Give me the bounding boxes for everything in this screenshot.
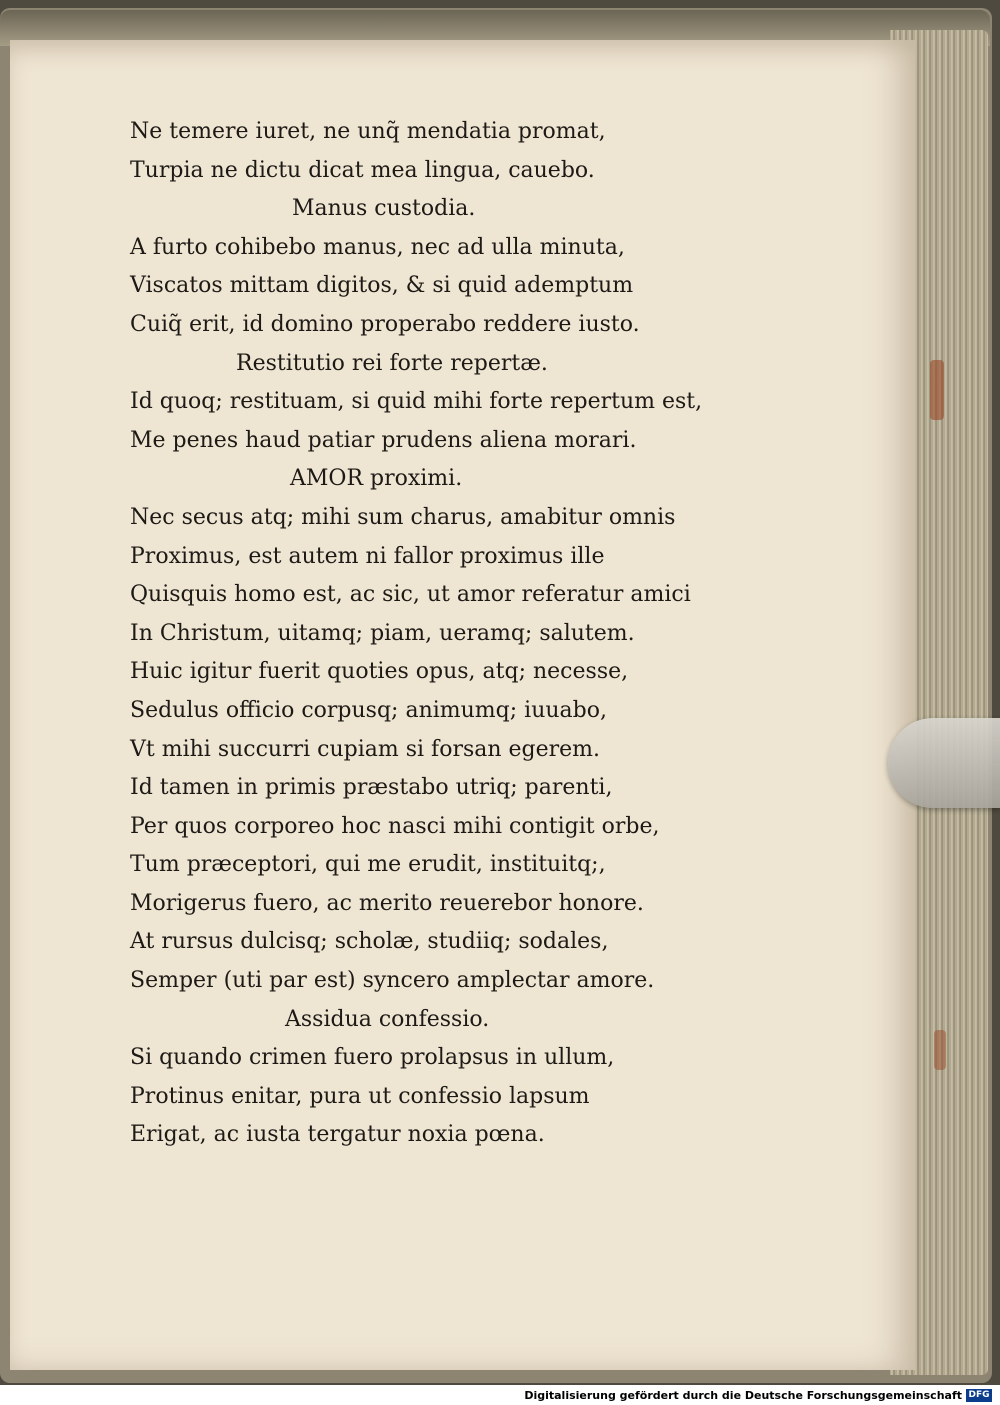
verse-line: Turpia ne dictu dicat mea lingua, cauebo. xyxy=(130,157,595,183)
verse-line: Huic igitur fuerit quoties opus, atq; necesse, xyxy=(130,659,629,685)
verse-line: Vt mihi succurri cupiam si forsan egerem. xyxy=(130,736,601,762)
verse-line: At rursus dulcisq; scholæ, studiiq; sodales, xyxy=(130,929,609,955)
verse-line: Cuiq̃ erit, id domino properabo reddere iusto. xyxy=(130,311,640,337)
page-stain xyxy=(930,360,944,420)
verse-line: Ne temere iuret, ne unq̃ mendatia promat, xyxy=(130,119,606,144)
verse-line: Morigerus fuero, ac merito reuerebor honore. xyxy=(130,890,644,916)
section-heading: Restitutio rei forte repertæ. xyxy=(236,350,548,376)
verse-line: Id tamen in primis præstabo utriq; parenti, xyxy=(130,775,613,801)
book-clip xyxy=(888,718,1000,808)
verse-line: Viscatos mittam digitos, & si quid ademptum xyxy=(130,273,634,299)
verse-line: Semper (uti par est) syncero amplectar amore. xyxy=(130,968,655,994)
funding-credit: Digitalisierung gefördert durch die Deutsche Forschungsgemeinschaft xyxy=(524,1389,962,1402)
verse-line: Nec secus atq; mihi sum charus, amabitur omnis xyxy=(130,504,676,530)
verse-line: Tum præceptori, qui me erudit, instituitq;, xyxy=(130,852,606,878)
verse-line: Sedulus officio corpusq; animumq; iuuabo, xyxy=(130,697,607,723)
verse-line: Erigat, ac iusta tergatur noxia pœna. xyxy=(130,1122,545,1148)
verse-line: Protinus enitar, pura ut confessio lapsum xyxy=(130,1083,590,1109)
section-heading: Manus custodia. xyxy=(292,196,476,222)
verse-line: Per quos corporeo hoc nasci mihi contigit orbe, xyxy=(130,813,660,839)
verse-line: Proximus, est autem ni fallor proximus ille xyxy=(130,543,605,569)
section-heading: AMOR proximi. xyxy=(290,466,463,492)
section-heading: Assidua confessio. xyxy=(285,1006,490,1032)
verse-line: A furto cohibebo manus, nec ad ulla minuta, xyxy=(130,234,625,260)
verse-line: Quisquis homo est, ac sic, ut amor referatur amici xyxy=(130,582,691,608)
verse-line: Si quando crimen fuero prolapsus in ullum, xyxy=(130,1045,615,1071)
verse-line: Me penes haud patiar prudens aliena morari. xyxy=(130,427,637,453)
verse-line: Id quoq; restituam, si quid mihi forte repertum est, xyxy=(130,389,703,415)
dfg-logo-icon: DFG xyxy=(966,1389,992,1402)
verse-line: In Christum, uitamq; piam, ueramq; salutem. xyxy=(130,620,635,646)
poem-text-block xyxy=(130,113,890,1155)
page-stain xyxy=(934,1030,946,1070)
